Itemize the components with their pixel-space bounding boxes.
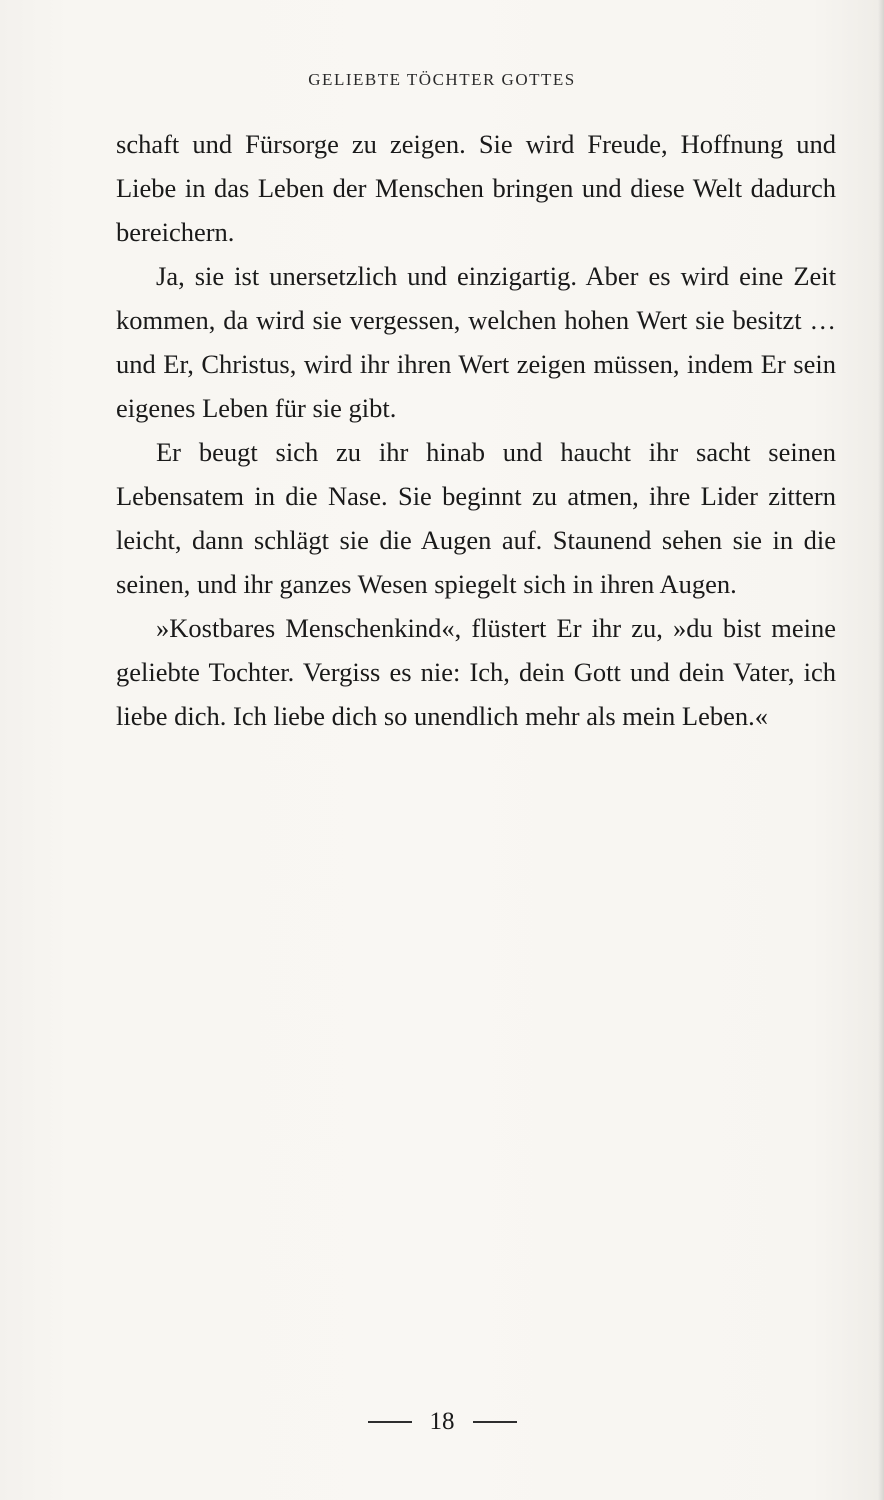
running-head: GELIEBTE TÖCHTER GOTTES [308,70,576,89]
body-text [116,122,836,738]
folio-rule-left [368,1421,412,1422]
paragraph-4: »Kostbares Menschenkind«, flüstert Er ihr zu, »du bist meine geliebte Tochter. Vergiss es nie: Ich, dein Gott und dein Vater, ich liebe dich. Ich liebe dich so unendlich mehr als mein Leben.« [116,613,836,731]
page-folio [0,1408,884,1436]
paragraph-3: Er beugt sich zu ihr hinab und haucht ihr sacht seinen Lebensatem in die Nase. Sie beginnt zu atmen, ihre Lider zittern leicht, dann schlägt sie die Augen auf. Staunend sehen sie in die seinen, und ihr ganzes Wesen spiegelt sich in ihren Augen. [116,437,836,599]
page-number: 18 [429,1408,455,1435]
paragraph-2: Ja, sie ist unersetzlich und einzigartig. Aber es wird eine Zeit kommen, da wird sie vergessen, welchen hohen Wert sie besitzt … und Er, Christus, wird ihr ihren Wert zeigen müssen, indem Er sein eigenes Leben für sie gibt. [116,261,836,423]
paragraph-1: schaft und Fürsorge zu zeigen. Sie wird Freude, Hoffnung und Liebe in das Leben der Menschen bringen und diese Welt dadurch bereichern. [116,129,836,247]
page-edge-shadow [878,0,884,1500]
folio-rule-right [473,1421,517,1422]
